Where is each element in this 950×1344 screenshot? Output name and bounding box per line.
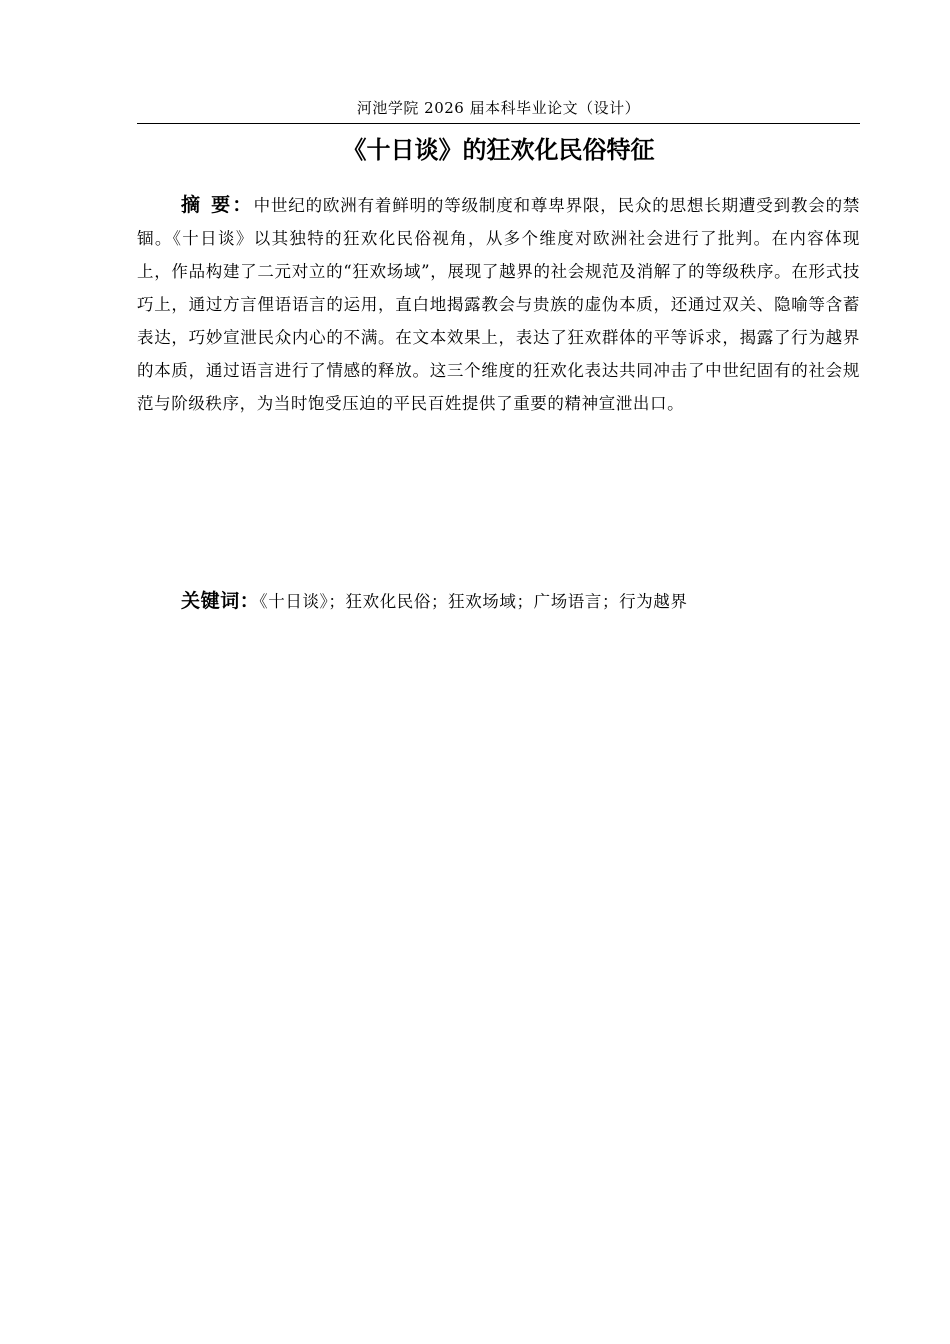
abstract-paragraph (137, 189, 860, 420)
abstract-body: 中世纪的欧洲有着鲜明的等级制度和尊卑界限，民众的思想长期遭受到教会的禁锢。《十日谈》以其独特的狂欢化民俗视角，从多个维度对欧洲社会进行了批判。在内容体现上，作品构建了二元对立的“狂欢场域”，展现了越界的社会规范及消解了的等级秩序。在形式技巧上，通过方言俚语语言的运用，直白地揭露教会与贵族的虚伪本质，还通过双关、隐喻等含蓄表达，巧妙宣泄民众内心的不满。在文本效果上，表达了狂欢群体的平等诉求，揭露了行为越界的本质，通过语言进行了情感的释放。这三个维度的狂欢化表达共同冲击了中世纪固有的社会规范与阶级秩序，为当时饱受压迫的平民百姓提供了重要的精神宣泄出口。 (137, 196, 861, 413)
abstract-label: 摘 要： (181, 194, 254, 216)
header-divider (137, 123, 860, 124)
paper-title: 《十日谈》的狂欢化民俗特征 (342, 136, 655, 164)
keywords-body: 《十日谈》；狂欢化民俗；狂欢场域；广场语言；行为越界 (259, 592, 688, 611)
running-header: 河池学院 2026 届本科毕业论文（设计） (356, 99, 641, 117)
keywords-line (181, 586, 860, 617)
keywords-label: 关键词： (181, 590, 260, 612)
